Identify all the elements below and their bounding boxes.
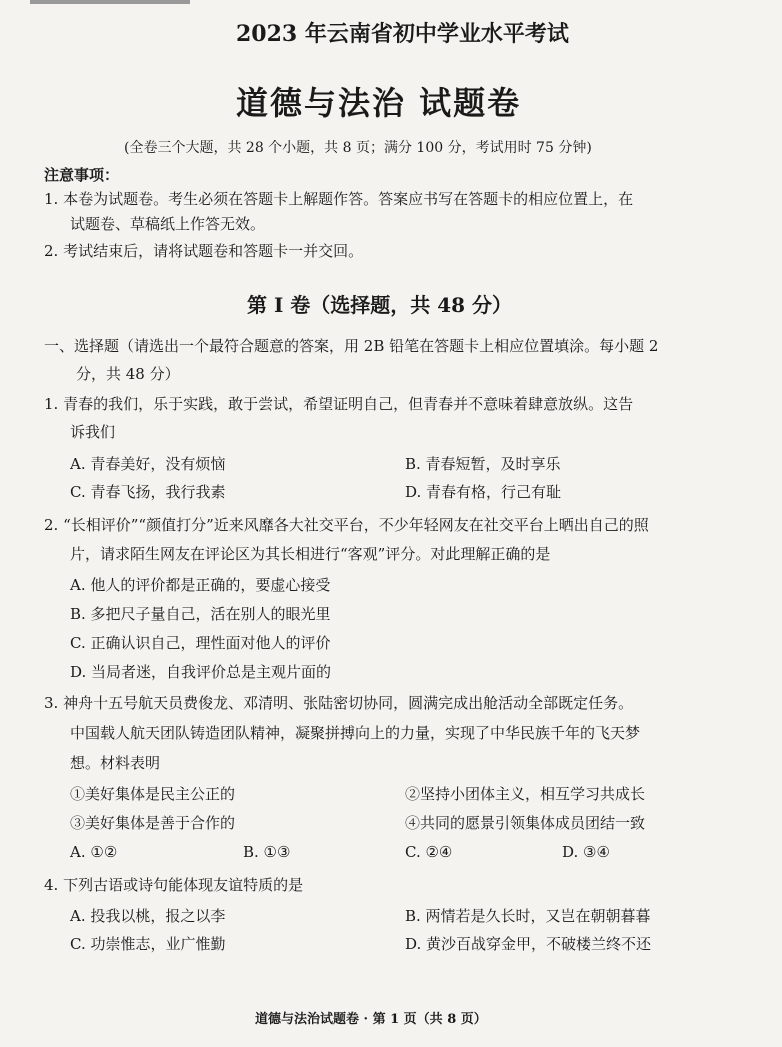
scan-edge-mark <box>30 0 190 4</box>
q4-option-a: A. 投我以桃，报之以李 <box>70 907 226 925</box>
section-instruction-line-2: 分，共 48 分） <box>76 365 180 383</box>
q3-statement-1: ①美好集体是民主公正的 <box>70 785 236 803</box>
page-footer: 道德与法治试题卷 · 第 1 页（共 8 页） <box>255 1012 487 1027</box>
q4-stem-line-1: 4. 下列古语或诗句能体现友谊特质的是 <box>44 876 304 894</box>
q1-option-d: D. 青春有格，行己有耻 <box>405 483 562 501</box>
notes-heading: 注意事项： <box>44 166 120 184</box>
q3-stem-line-1: 3. 神舟十五号航天员费俊龙、邓清明、张陆密切协同，圆满完成出舱活动全部既定任务。 <box>44 694 634 712</box>
section-title: 第 I 卷（选择题，共 48 分） <box>247 293 513 317</box>
q2-option-d: D. 当局者迷，自我评价总是主观片面的 <box>70 663 332 681</box>
note-1-line-2: 试题卷、草稿纸上作答无效。 <box>70 215 266 233</box>
q2-stem-line-2: 片，请求陌生网友在评论区为其长相进行“客观”评分。对此理解正确的是 <box>70 545 551 563</box>
q3-option-c: C. ②④ <box>405 843 453 861</box>
q1-stem-line-1: 1. 青春的我们，乐于实践，敢于尝试，希望证明自己，但青春并不意味着肆意放纵。这告 <box>44 395 634 413</box>
note-1-line-1: 1. 本卷为试题卷。考生必须在答题卡上解题作答。答案应书写在答题卡的相应位置上，在 <box>44 190 634 208</box>
q2-option-c: C. 正确认识自己，理性面对他人的评价 <box>70 634 331 652</box>
q3-option-b: B. ①③ <box>243 843 291 861</box>
q1-option-b: B. 青春短暂，及时享乐 <box>405 455 561 473</box>
q2-option-a: A. 他人的评价都是正确的，要虚心接受 <box>70 576 331 594</box>
section-instruction-line-1: 一、选择题（请选出一个最符合题意的答案，用 2B 铅笔在答题卡上相应位置填涂。每小题 2 <box>44 337 659 355</box>
q3-stem-line-2: 中国载人航天团队铸造团队精神，凝聚拼搏向上的力量，实现了中华民族千年的飞天梦 <box>70 724 641 742</box>
q3-statement-4: ④共同的愿景引领集体成员团结一致 <box>405 814 646 832</box>
q3-stem-line-3: 想。材料表明 <box>70 754 161 772</box>
q3-statement-2: ②坚持小团体主义，相互学习共成长 <box>405 785 646 803</box>
q4-option-d: D. 黄沙百战穿金甲，不破楼兰终不还 <box>405 935 652 953</box>
exam-title: 2023 年云南省初中学业水平考试 <box>236 21 569 47</box>
q3-option-d: D. ③④ <box>562 843 610 861</box>
subject-title: 道德与法治 试题卷 <box>236 84 522 122</box>
q4-option-c: C. 功崇惟志，业广惟勤 <box>70 935 226 953</box>
q4-option-b: B. 两情若是久长时，又岂在朝朝暮暮 <box>405 907 651 925</box>
q2-option-b: B. 多把尺子量自己，活在别人的眼光里 <box>70 605 331 623</box>
q3-statement-3: ③美好集体是善于合作的 <box>70 814 236 832</box>
q2-stem-line-1: 2. “长相评价”“颜值打分”近来风靡各大社交平台，不少年轻网友在社交平台上晒出自己的照 <box>44 516 649 534</box>
q1-option-c: C. 青春飞扬，我行我素 <box>70 483 226 501</box>
q3-option-a: A. ①② <box>70 843 118 861</box>
q1-option-a: A. 青春美好，没有烦恼 <box>70 455 226 473</box>
exam-meta: (全卷三个大题，共 28 个小题，共 8 页；满分 100 分，考试用时 75 分钟) <box>124 140 592 156</box>
q1-stem-line-2: 诉我们 <box>70 423 116 441</box>
note-2: 2. 考试结束后，请将试题卷和答题卡一并交回。 <box>44 242 364 260</box>
